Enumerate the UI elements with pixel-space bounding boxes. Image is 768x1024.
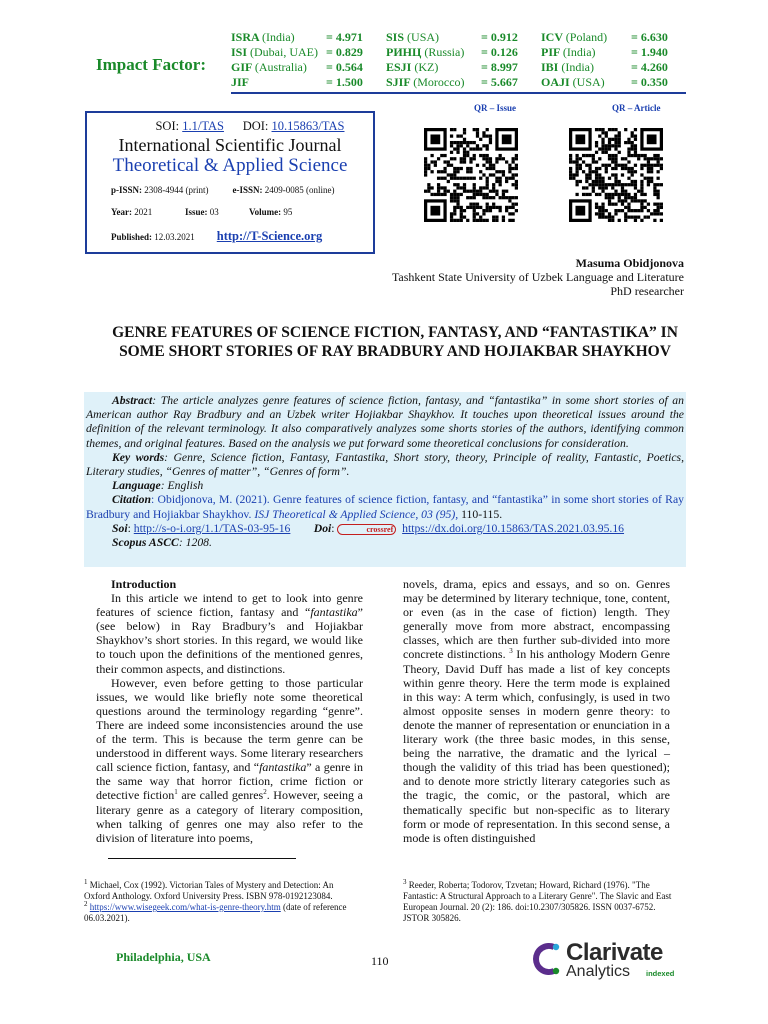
body-column-right bbox=[403, 577, 670, 845]
language: Language: English bbox=[112, 479, 204, 493]
year-issue-row: Year: 2021 Issue: 03 Volume: 95 bbox=[111, 207, 293, 217]
page-number: 110 bbox=[371, 954, 389, 968]
impact-factor-row bbox=[231, 60, 686, 75]
qr-issue-code[interactable] bbox=[424, 128, 518, 222]
issn-row: p-ISSN: 2308-4944 (print) e-ISSN: 2409-0085 (online) bbox=[111, 185, 335, 195]
footnote-2-link[interactable]: https://www.wisegeek.com/what-is-genre-theory.htm bbox=[89, 902, 281, 912]
soi-doi-links: Soi: http://s-o-i.org/1.1/TAS-03-95-16 Doi: crossref https://dx.doi.org/10.15863/TAS.2021.03.95.16 bbox=[112, 521, 625, 535]
soi-doi-line: SOI: 1.1/TAS DOI: 10.15863/TAS bbox=[155, 119, 345, 133]
impact-factor-cell: PIF (India) = 1.940 bbox=[541, 45, 668, 59]
clarivate-analytics: Analytics bbox=[566, 963, 631, 980]
abstract: Abstract: The article analyzes genre features of science fiction, fantasy, and “fantastika” in some short stories of an American author Ray Bradbury and an Uzbek writer Hojiakbar Shaykhov. It touches upon theoretical issues around the definition of the relevant terminology. It also comparatively analyzes some shorts stories of the authors, identifying common themes, and original features. Based on the analysis we put forward some theoretical conclusions for consideration. bbox=[86, 394, 684, 450]
article-doi-link[interactable]: https://dx.doi.org/10.15863/TAS.2021.03.95.16 bbox=[402, 521, 625, 535]
impact-factor-cell: ESJI (KZ) = 8.997 bbox=[386, 60, 518, 74]
published-row: Published: 12.03.2021 http://T-Science.org bbox=[111, 229, 323, 243]
impact-factor-row bbox=[231, 45, 686, 60]
author-affiliation: Tashkent State University of Uzbek Language and Literature bbox=[391, 270, 684, 284]
author-block bbox=[392, 256, 684, 298]
impact-factor-cell: ICV (Poland) = 6.630 bbox=[541, 30, 668, 44]
impact-factor-cell: РИНЦ (Russia) = 0.126 bbox=[386, 45, 518, 59]
doi-link[interactable]: 10.15863/TAS bbox=[271, 119, 345, 133]
journal-site-link[interactable]: http://T-Science.org bbox=[216, 229, 323, 243]
clarivate-name: Clarivate bbox=[566, 939, 663, 966]
footnotes-left bbox=[84, 880, 354, 924]
author-position: PhD researcher bbox=[610, 284, 684, 298]
clarivate-mark-icon bbox=[532, 941, 562, 981]
crossref-icon: crossref bbox=[337, 524, 396, 535]
body-column-left bbox=[96, 577, 363, 845]
footnotes-right bbox=[403, 880, 673, 924]
paragraph: However, even before getting to those particular issues, we would like briefly note some theoretical questions around the terminology regarding “genre”. There are indeed some inconsistencies around the use of the term. This is because the term genre can be understood in different ways. Some literary researchers call science fiction, fantasy, and “fantastika” a genre in the same way that horror fiction, crime fiction or detective fiction$^1$ are called genres$^2$. However, seeing a literary genre as a category of literary composition, when talking of genres one may also refer to the division of literature into poems, bbox=[96, 675, 363, 845]
soi-link[interactable]: 1.1/TAS bbox=[182, 119, 224, 133]
journal-info-box bbox=[85, 111, 375, 254]
impact-factor-cell: ISI (Dubai, UAE) = 0.829 bbox=[231, 45, 363, 59]
article-title: GENRE FEATURES OF SCIENCE FICTION, FANTASY, AND “FANTASTIKA” IN SOME SHORT STORIES OF RAY BRADBURY AND HOJIAKBAR SHAYKHOV bbox=[112, 324, 678, 360]
impact-factor-cell: ISRA (India) = 4.971 bbox=[231, 30, 363, 44]
impact-factor-label: Impact Factor: bbox=[96, 55, 206, 74]
qr-article-code[interactable] bbox=[569, 128, 663, 222]
scopus: Scopus ASCC: 1208. bbox=[112, 536, 212, 550]
impact-factor-cell: SIS (USA) = 0.912 bbox=[386, 30, 518, 44]
footnote-2: $^2$ https://www.wisegeek.com/what-is-genre-theory.htm (date of reference 06.03.2021). bbox=[84, 900, 347, 923]
keywords: Key words: Genre, Science fiction, Fantasy, Fantastika, Short story, theory, Principle of reality, Fantastic, Poetics, Literary studies, “Genres of matter”, “Genres of form”. bbox=[86, 450, 684, 479]
impact-factor-cell: OAJI (USA) = 0.350 bbox=[541, 75, 668, 89]
impact-factor-row bbox=[231, 75, 686, 90]
footnote-1: $^1$ Michael, Cox (1992). Victorian Tales of Mystery and Detection: An Oxford Anthology. Oxford University Press. ISBN 978-0192123084. bbox=[84, 878, 334, 901]
qr-article-label: QR – Article bbox=[612, 103, 661, 113]
impact-factor-cell: SJIF (Morocco) = 5.667 bbox=[386, 75, 518, 89]
author-name: Masuma Obidjonova bbox=[575, 256, 684, 270]
impact-factor-cell: GIF (Australia) = 0.564 bbox=[231, 60, 363, 74]
impact-factor-cell: JIF = 1.500 bbox=[231, 75, 363, 89]
footnote-3: $^3$ Reeder, Roberta; Todorov, Tzvetan; Howard, Richard (1976). "The Fantastic: A Structural Approach to a Literary Genre". The Slavic and East European Journal. 20 (2): 186. doi:10.2307/305826. ISSN 0037-6752. JSTOR 305826. bbox=[403, 878, 672, 923]
citation: Citation: Obidjonova, M. (2021). Genre features of science fiction, fantasy, and “fantastika” in some short stories of Ray Bradbury and Hojiakbar Shaykhov. ISJ Theoretical & Applied Science, 03 (95), 110-115. bbox=[86, 493, 684, 521]
journal-name: International Scientific Journal bbox=[118, 135, 342, 155]
qr-issue-label: QR – Issue bbox=[474, 103, 517, 113]
paragraph: novels, drama, epics and essays, and so on. Genres may be determined by literary technique, tone, content, or even (as in the case of fiction) length. They generally move from more abstract, encompassing classes, which are then further sub-divided into more concrete distinctions. $^3$ In his anthology Modern Genre Theory, David Duff has made a list of key concepts within genre theory. Here the term mode is explained in this way: A term which, confusingly, is used in two almost opposite senses in modern genre theory: to denote the manner of representation or enunciation in a literary work (the three basic modes, in this sense, being the narrative, the dramatic and the lyrical – though the validity of this triad has been questioned); and to denote more strictly literary categories such as the tragic, the comic, or the pastoral, which are thematically specific but non-specific as to literary form or mode of representation. In this second sense, a mode is often distinguished bbox=[403, 577, 670, 845]
footnote-rule bbox=[108, 858, 296, 859]
clarivate-logo bbox=[532, 939, 682, 983]
article-soi-link[interactable]: http://s-o-i.org/1.1/TAS-03-95-16 bbox=[133, 521, 291, 535]
journal-subname: Theoretical & Applied Science bbox=[112, 155, 348, 176]
section-heading: Introduction bbox=[111, 577, 177, 591]
footer-city: Philadelphia, USA bbox=[116, 950, 211, 964]
impact-factor-table bbox=[231, 30, 686, 94]
paragraph: In this article we intend to get to look into genre features of science fiction, fantasy and “fantastika” (see below) in Ray Bradbury’s and Hojiakbar Shaykhov’s short stories. In this regard, we would like to touch upon the definitions of the mentioned genres, their common aspects, and distinctions. bbox=[96, 591, 363, 676]
impact-factor-row bbox=[231, 30, 686, 45]
abstract-box bbox=[84, 392, 686, 567]
clarivate-indexed: indexed bbox=[646, 969, 675, 978]
impact-factor-cell: IBI (India) = 4.260 bbox=[541, 60, 668, 74]
